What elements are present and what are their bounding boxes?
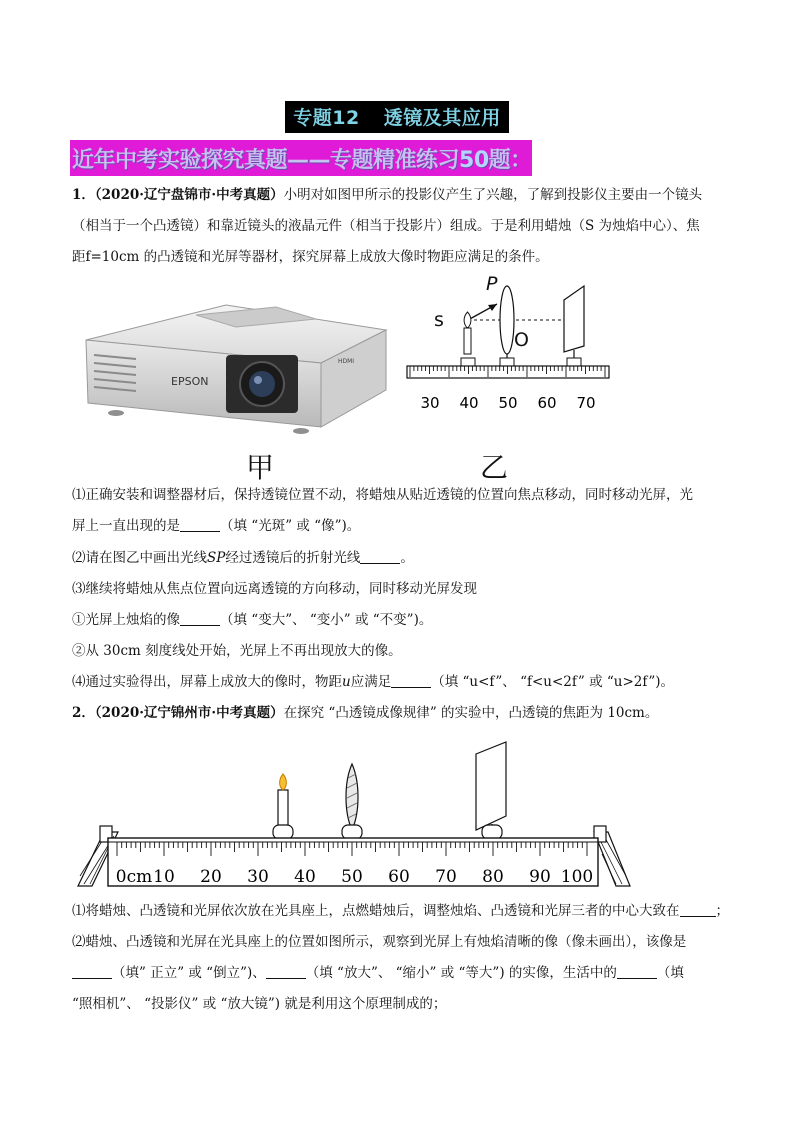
q2-bench-figure [74,738,634,898]
figure-label-yi: 乙 [480,451,509,484]
q1-number: 1． [72,187,95,203]
q1-sub4-post: （填 “u<f”、 “f<u<2f” 或 “u>2f”)。 [431,674,675,690]
q2-ruler-label: 70 [435,867,457,887]
q1-line3: 距f=10cm 的凸透镜和光屏等器材，探究屏幕上成放大像时物距应满足的条件。 [72,249,549,265]
q2-ruler-label: 30 [247,867,269,887]
q1-sub2-post: 。 [400,550,414,566]
light-screen [564,286,584,352]
q1-sub3a-post: （填 “变大”、 “变小” 或 “不变”)。 [220,612,433,628]
q2-sub2-line2 [72,958,724,989]
answer-blank[interactable] [266,963,306,979]
q2-sub2-part1: （填” 正立” 或 “倒立”)、 [112,965,266,981]
projector-foot-left [108,410,124,416]
q1-sub2-mid: 经过透镜后的折射光线 [225,550,361,566]
q2-screen-holder [482,825,502,839]
candle-flame [464,312,471,328]
q1-sub4-var: u [342,674,351,690]
q2-ruler-label: 80 [482,867,504,887]
q1-sub1-post: （填 “光斑” 或 “像”)。 [220,518,361,534]
screen-holder [567,358,581,366]
banner-text [72,143,532,174]
q2-convex-lens [346,764,358,830]
projector-badge: HDMI [338,358,355,365]
lens-holder [500,358,514,366]
q1-sub4-pre: ⑷通过实验得出，屏幕上成放大的像时，物距 [72,674,342,690]
answer-blank[interactable] [391,672,431,688]
q1-sub1-line2 [72,511,724,542]
q2-source: （2020·辽宁锦州市·中考真题） [94,705,284,721]
optical-bench-figure [404,268,614,418]
q2-ruler-label: 10 [153,867,175,887]
q1-line1-rest: 小明对如图甲所示的投影仪产生了兴趣，了解到投影仪主要由一个镜头 [283,187,703,203]
q1-line2: （相当于一个凸透镜）和靠近镜头的液晶元件（相当于投影片）组成。于是利用蜡烛（S 为烛焰中心）、焦 [72,218,700,234]
projector-foot-right [293,428,309,434]
q2-sub2-line3: “照相机”、 “投影仪” 或 “放大镜”) 就是利用这个原理制成的； [72,996,447,1012]
q2-ruler-label: 100 [560,867,594,887]
projector-figure [76,285,394,440]
q2-sub2-part2: （填 “放大”、 “缩小” 或 “等大”) 的实像，生活中的 [305,965,617,981]
bench-tick-label: 70 [576,394,596,412]
convex-lens [500,286,514,354]
projector-lens-glint [254,376,262,384]
q2-sub1 [72,896,729,927]
q1-line1 [72,180,724,211]
q1-sub3a [72,605,724,636]
q1-sub1-line1: ⑴正确安装和调整器材后，保持透镜位置不动，将蜡烛从贴近透镜的位置向焦点移动，同时移动光屏，光 [72,487,693,503]
page-title [285,101,508,133]
q1-sub4 [72,667,724,698]
q2-lens-holder [342,825,362,839]
label-o: O [514,329,529,351]
banner-count: 50 [459,148,489,173]
q1-sub3b: ②从 30cm 刻度线处开始，光屏上不再出现放大的像。 [72,643,402,659]
answer-blank[interactable] [180,610,220,626]
q2-line1-rest: 在探究 “凸透镜成像规律” 的实验中，凸透镜的焦距为 10cm。 [283,705,659,721]
q1-sub3: ⑶继续将蜡烛从焦点位置向远离透镜的方向移动，同时移动光屏发现 [72,581,477,597]
answer-blank[interactable] [617,963,657,979]
bench-tick-label: 60 [537,394,557,412]
q1-sub3a-pre: ①光屏上烛焰的像 [72,612,180,628]
q2-line1 [72,698,724,729]
bench-tick-label: 40 [459,394,479,412]
q2-candle-holder [273,825,293,839]
q1-sub2-var: SP [207,550,226,566]
q2-ruler-label: 40 [294,867,316,887]
q2-candle-flame [280,774,287,790]
bench-tick-label: 50 [498,394,518,412]
q2-ruler-label: 20 [200,867,222,887]
q2-sub2-line1: ⑵蜡烛、凸透镜和光屏在光具座上的位置如图所示，观察到光屏上有烛焰清晰的像（像未画出），该像是 [72,934,687,950]
q1-sub1-pre: 屏上一直出现的是 [72,518,180,534]
projector-brand: EPSON [171,375,209,388]
q2-ruler-label: 60 [388,867,410,887]
q2-number: 2． [72,705,95,721]
q2-sub1-text: ⑴将蜡烛、凸透镜和光屏依次放在光具座上，点燃蜡烛后，调整烛焰、凸透镜和光屏三者的中心大致在 [72,903,680,919]
answer-blank[interactable] [180,516,220,532]
title-main: 专题12 [293,107,360,129]
q2-ruler-label: 90 [529,867,551,887]
answer-blank[interactable] [72,963,112,979]
candle-holder [461,358,475,366]
q1-sub2-pre: ⑵请在图乙中画出光线 [72,550,207,566]
answer-blank[interactable] [680,901,716,917]
q1-source: （2020·辽宁盘锦市·中考真题） [94,187,284,203]
q2-ruler-label: 0cm [115,867,153,887]
projector-lens-glass [249,371,275,397]
candle [464,328,471,354]
label-p: P [486,273,498,295]
q2-sub2-part3: （填 [656,965,684,981]
section-banner [70,140,532,176]
title-sub: 透镜及其应用 [383,107,501,129]
bench-tick-label: 30 [420,394,440,412]
q2-light-screen [476,742,506,830]
q1-sub2 [72,543,724,574]
banner-main: 近年中考实验探究真题——专题精准练习 [72,148,460,173]
title-wrap [0,101,794,133]
figure-label-jia: 甲 [246,451,275,484]
q1-sub4-mid: 应满足 [350,674,392,690]
q2-ruler-label: 50 [341,867,363,887]
banner-suffix: 题： [488,148,532,173]
label-s: s [434,309,444,331]
q2-sub1-post: ； [715,903,729,919]
answer-blank[interactable] [360,548,400,564]
